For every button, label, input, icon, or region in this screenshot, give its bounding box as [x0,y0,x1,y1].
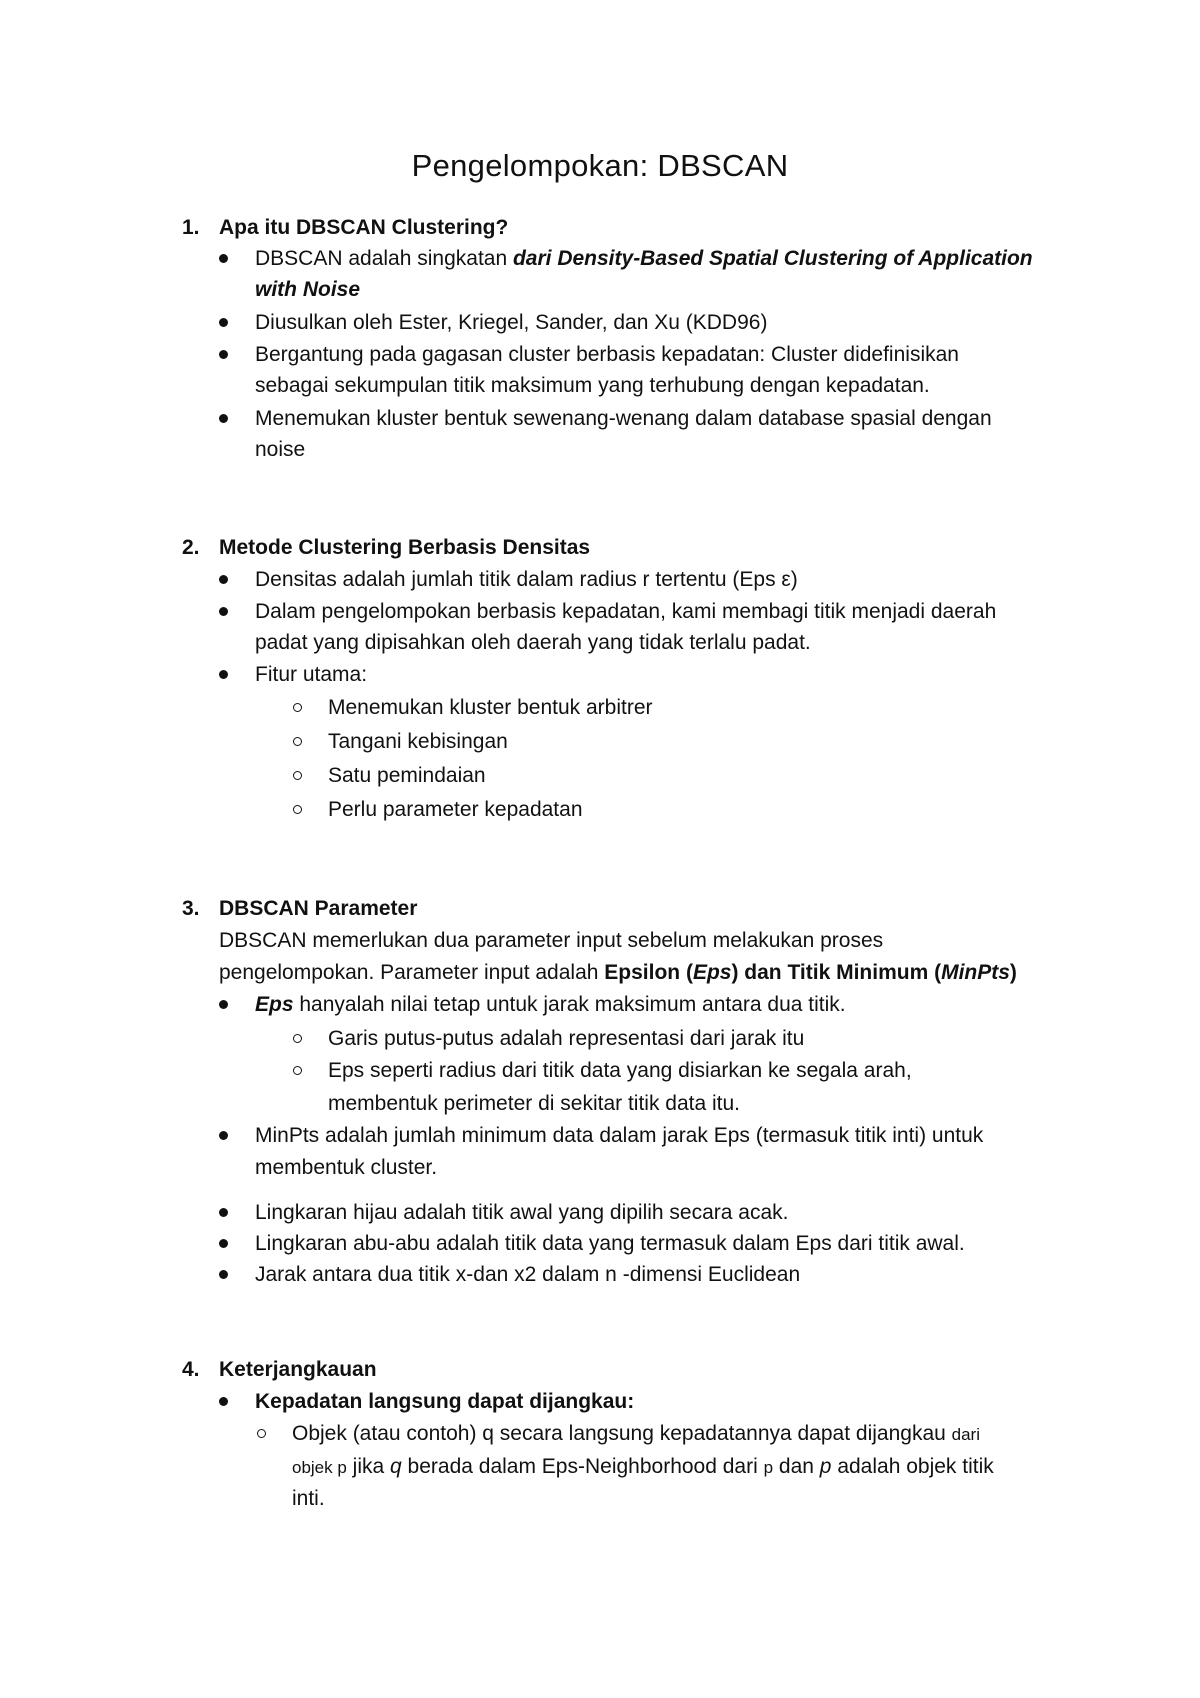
bullet-dot [219,670,228,679]
section-4-bullet-1: Kepadatan langsung dapat dijangkau: [255,1390,635,1413]
section-2-heading: Metode Clustering Berbasis Densitas [219,536,591,559]
section-4-sub-1-line-1: Objek (atau contoh) q secara langsung kepadatannya dapat dijangkau dari [292,1422,980,1445]
bullet-dot [219,1270,228,1279]
section-2-bullet-1: Densitas adalah jumlah titik dalam radius r tertentu (Eps ε) [255,568,798,591]
sub-bullet-circle [293,771,302,780]
sub-bullet-circle [257,1429,266,1438]
section-1-bullet-2: Diusulkan oleh Ester, Kriegel, Sander, dan Xu (KDD96) [255,311,768,334]
section-2-number: 2. [182,536,200,559]
section-3-bullet-1: Eps hanyalah nilai tetap untuk jarak maksimum antara dua titik. [255,993,846,1016]
section-3-paragraph-line-1: DBSCAN memerlukan dua parameter input sebelum melakukan proses [219,929,884,952]
sub-bullet-circle [293,1066,302,1075]
bullet-dot [219,1131,228,1140]
page-title: Pengelompokan: DBSCAN [411,148,789,183]
sub-bullet-circle [293,805,302,814]
section-2-sub-3: Satu pemindaian [328,764,486,787]
bullet-dot [219,254,228,263]
section-1-number: 1. [182,216,200,239]
section-3-sub-2-cont: membentuk perimeter di sekitar titik data itu. [328,1092,741,1115]
sub-bullet-circle [293,703,302,712]
bullet-dot [219,1000,228,1009]
bullet-dot [219,607,228,616]
section-2-bullet-2-cont: padat yang dipisahkan oleh daerah yang tidak terlalu padat. [255,631,811,654]
bullet-dot [219,1208,228,1217]
section-4-sub-1-line-2: objek p jika q berada dalam Eps-Neighborhood dari p dan p adalah objek titik [292,1455,994,1478]
section-1-bullet-4-cont: noise [255,438,306,461]
section-4-sub-1-line-3: inti. [292,1487,325,1510]
section-1-bullet-1: DBSCAN adalah singkatan dari Density-Based Spatial Clustering of Application [255,247,1033,270]
section-2-bullet-2: Dalam pengelompokan berbasis kepadatan, kami membagi titik menjadi daerah [255,600,997,623]
section-1-bullet-3-cont: sebagai sekumpulan titik maksimum yang terhubung dengan kepadatan. [255,374,930,397]
section-3-heading: DBSCAN Parameter [219,897,418,920]
bullet-dot [219,350,228,359]
section-3-number: 3. [182,897,200,920]
section-1-bullet-3: Bergantung pada gagasan cluster berbasis kepadatan: Cluster didefinisikan [255,343,959,366]
bullet-dot [219,414,228,423]
bullet-dot [219,318,228,327]
bullet-dot [219,1397,228,1406]
section-3-bullet-2-cont: membentuk cluster. [255,1156,438,1179]
section-3-bullet-2: MinPts adalah jumlah minimum data dalam jarak Eps (termasuk titik inti) untuk [255,1124,984,1147]
section-3-paragraph-line-2: pengelompokan. Parameter input adalah Epsilon (Eps) dan Titik Minimum (MinPts) [219,961,1017,984]
section-3-sub-1: Garis putus-putus adalah representasi dari jarak itu [328,1027,805,1050]
section-1-heading: Apa itu DBSCAN Clustering? [219,216,509,239]
bullet-dot [219,575,228,584]
section-2-bullet-3: Fitur utama: [255,663,368,686]
section-4-heading: Keterjangkauan [219,1358,377,1381]
sub-bullet-circle [293,737,302,746]
sub-bullet-circle [293,1034,302,1043]
section-3-bullet-3: Lingkaran hijau adalah titik awal yang dipilih secara acak. [255,1201,789,1224]
section-1-bullet-1-cont: with Noise [255,278,361,301]
bullet-dot [219,1239,228,1248]
section-2-sub-2: Tangani kebisingan [328,730,508,753]
section-1-bullet-4: Menemukan kluster bentuk sewenang-wenang dalam database spasial dengan [255,407,992,430]
section-4-number: 4. [182,1358,200,1381]
section-2-sub-1: Menemukan kluster bentuk arbitrer [328,696,653,719]
section-3-bullet-5: Jarak antara dua titik x-dan x2 dalam n -dimensi Euclidean [255,1263,801,1286]
section-2-sub-4: Perlu parameter kepadatan [328,798,583,821]
section-3-sub-2: Eps seperti radius dari titik data yang disiarkan ke segala arah, [328,1059,912,1082]
section-3-bullet-4: Lingkaran abu-abu adalah titik data yang termasuk dalam Eps dari titik awal. [255,1232,965,1255]
